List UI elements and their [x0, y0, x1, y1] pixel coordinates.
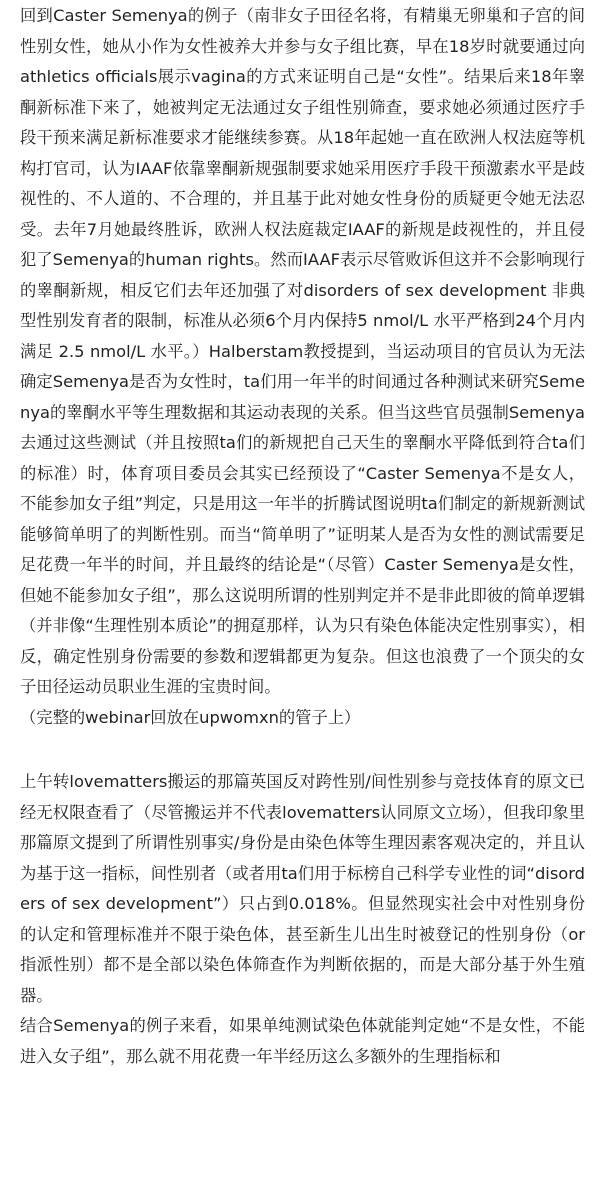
article-paragraph-conclusion: 结合Semenya的例子来看，如果单纯测试染色体就能判定她“不是女性，不能进入女子组”，那么就不用花费一年半经历这么多额外的生理指标和: [20, 1016, 585, 1066]
article-paragraph-lovematters: 上午转lovematters搬运的那篇英国反对跨性别/间性别参与竞技体育的原文已经无权限查看了（尽管搬运并不代表lovematters认同原文立场），但我印象里那篇原文提到了所谓性别事实/身份是由染色体等生理因素客观决定的，并且认为基于这一指标，间性别者（或者用ta们用于标榜自己科学专业性的词“disorders of sex development”）只占到0.018%。但显然现实社会中对性别身份的认定和管理标准并不限于染色体，甚至新生儿出生时被登记的性别身份（or指派性别）都不是全部以染色体筛查作为判断依据的，而是大部分基于外生殖器。: [20, 772, 585, 1005]
paragraph-gap: [20, 733, 585, 767]
article-paragraph-semenya: 回到Caster Semenya的例子（南非女子田径名将，有精巢无卵巢和子宫的间性别女性，她从小作为女性被养大并参与女子组比赛，早在18岁时就要通过向athletics officials展示vagina的方式来证明自己是“女性”。结果后来18年睾酮新标准下来了，她被判定无法通过女子组性别筛查，要求她必须通过医疗手段干预来满足新标准要求才能继续参赛。从18年起她一直在欧洲人权法庭等机构打官司，认为IAAF依靠睾酮新规强制要求她采用医疗手段干预激素水平是歧视性的、不人道的、不合理的，并且基于此对她女性身份的质疑更令她无法忍受。去年7月她最终胜诉，欧洲人权法庭裁定IAAF的新规是歧视性的，并且侵犯了Semenya的human rights。然而IAAF表示尽管败诉但这并不会影响现行的睾酮新规，相反它们去年还加强了对disorders of sex development 非典型性别发育者的限制，标准从必须6个月内保持5 nmol/L 水平严格到24个月内满足 2.5 nmol/L 水平。）Halberstam教授提到，当运动项目的官员认为无法确定Semenya是否为女性时，ta们用一年半的时间通过各种测试来研究Semenya的睾酮水平等生理数据和其运动表现的关系。但当这些官员强制Semenya去通过这些测试（并且按照ta们的新规把自己天生的睾酮水平降低到符合ta们的标准）时，体育项目委员会其实已经预设了“Caster Semenya不是女人，不能参加女子组”判定，只是用这一年半的折腾试图说明ta们制定的新规新测试能够简单明了的判断性别。而当“简单明了”证明某人是否为女性的测试需要足足花费一年半的时间，并且最终的结论是“（尽管）Caster Semenya是女性，但她不能参加女子组”，那么这说明所谓的性别判定并不是非此即彼的简单逻辑（并非像“生理性别本质论”的拥趸那样，认为只有染色体能决定性别事实），相反，确定性别身份需要的参数和逻辑都更为复杂。但这也浪费了一个顶尖的女子田径运动员职业生涯的宝贵时间。: [20, 6, 585, 696]
article-paragraph-webinar-note: （完整的webinar回放在upwomxn的管子上）: [20, 707, 361, 727]
